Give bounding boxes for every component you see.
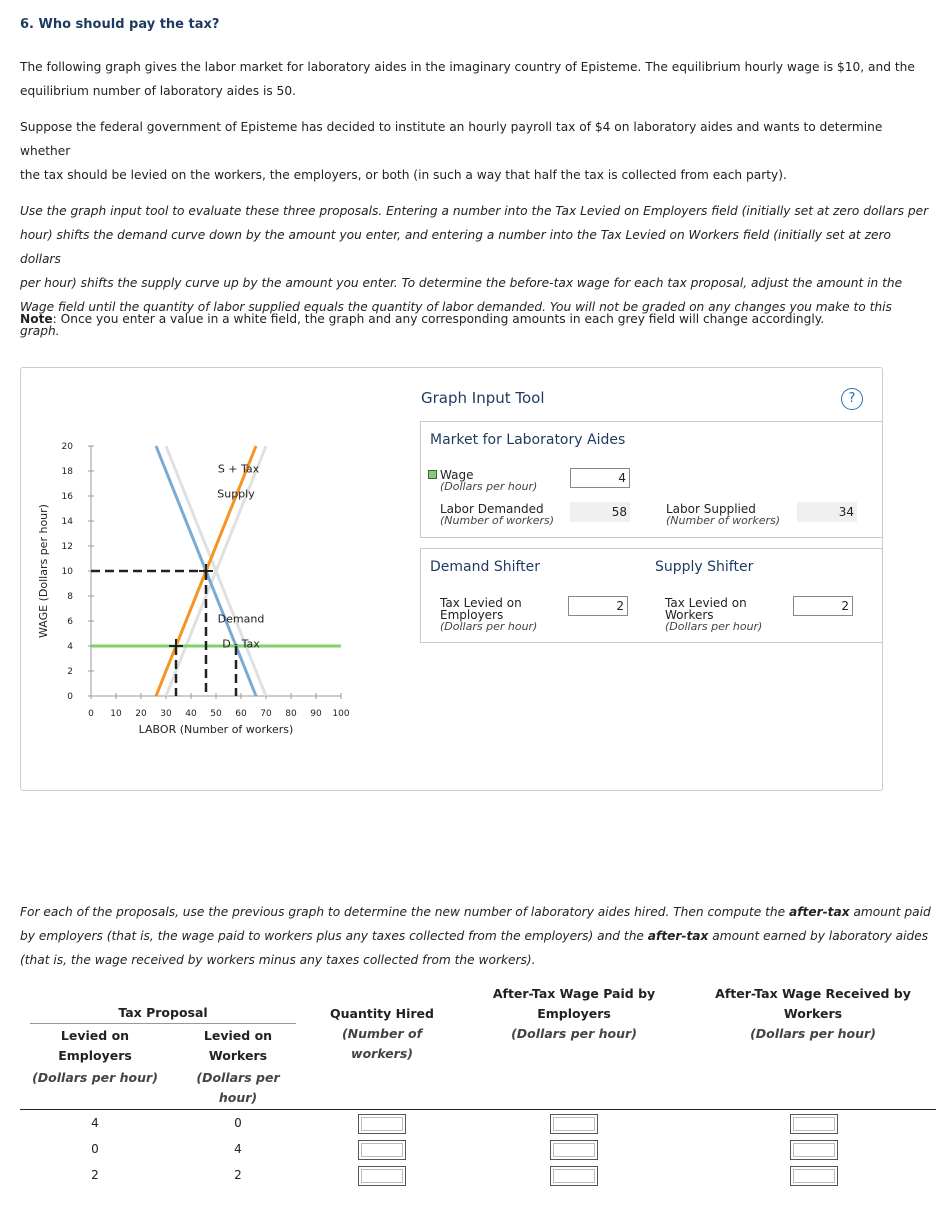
- y-tick-label: 6: [67, 617, 73, 627]
- wage-received-input[interactable]: [790, 1114, 838, 1134]
- instructions-line: hour) shifts the demand curve down by the amount you enter, and entering a number into the Tax Levied on Workers field (initially set at zero dollars: [20, 228, 891, 266]
- wage-paid-input[interactable]: [550, 1140, 598, 1160]
- market-title: Market for Laboratory Aides: [430, 432, 626, 448]
- demand-shifter-label-1: Tax Levied on: [440, 596, 522, 610]
- x-tick-label: 70: [260, 709, 272, 719]
- x-tick-label: 0: [88, 709, 94, 719]
- tax-employers-input[interactable]: 2: [568, 596, 628, 616]
- x-tick-label: 80: [285, 709, 297, 719]
- table-row: [0, 1138, 946, 1164]
- employers-tax-value: 4: [91, 1116, 99, 1130]
- workers-tax-value: 2: [234, 1168, 242, 1182]
- intro-line: Suppose the federal government of Episteme has decided to institute an hourly payroll tax of $4 on laboratory aides and wants to determine whether: [20, 120, 883, 158]
- labor-supplied-label: Labor Supplied: [666, 502, 756, 516]
- tax-proposal-divider: [30, 1023, 296, 1024]
- wage-input[interactable]: 4: [570, 468, 630, 488]
- intro-paragraph-1: [20, 55, 932, 103]
- intro-line: equilibrium number of laboratory aides is 50.: [20, 84, 296, 98]
- quantity-hired-input[interactable]: [358, 1140, 406, 1160]
- wage-unit: (Dollars per hour): [440, 480, 538, 493]
- curve-label: Supply: [217, 487, 255, 501]
- employers-column-header: Levied on Employers (Dollars per hour): [32, 1028, 158, 1085]
- curve-label: D - Tax: [222, 637, 260, 651]
- curve-label: S + Tax: [217, 462, 260, 476]
- tax-proposal-header: Tax Proposal: [118, 1005, 208, 1020]
- y-tick-label: 20: [61, 442, 73, 452]
- x-tick-label: 90: [310, 709, 322, 719]
- employers-tax-value: 2: [91, 1168, 99, 1182]
- wage-paid-input[interactable]: [550, 1114, 598, 1134]
- wage-label: Wage: [440, 468, 474, 482]
- supply-shifter-unit: (Dollars per hour): [665, 620, 763, 633]
- tax-workers-input[interactable]: 2: [793, 596, 853, 616]
- quantity-hired-input[interactable]: [358, 1114, 406, 1134]
- y-tick-label: 8: [67, 592, 73, 602]
- workers-tax-value: 0: [234, 1116, 242, 1130]
- demand-shifter-title: Demand Shifter: [430, 559, 541, 575]
- note-label: Note: [20, 312, 53, 326]
- x-tick-label: 30: [160, 709, 172, 719]
- workers-tax-value: 4: [234, 1142, 242, 1156]
- y-tick-label: 14: [61, 517, 73, 527]
- y-tick-label: 4: [67, 642, 73, 652]
- labor-supplied-value: 34: [797, 502, 857, 522]
- wage-legend-swatch: [428, 470, 437, 479]
- y-axis-label: WAGE (Dollars per hour): [37, 504, 50, 638]
- y-tick-label: 0: [67, 692, 73, 702]
- table-header-rule: [20, 1109, 936, 1110]
- intro-paragraph-2: [20, 115, 932, 187]
- instructions-line: Wage field until the quantity of labor supplied equals the quantity of labor demanded. You will not be graded on any changes you make to this graph.: [20, 300, 892, 338]
- x-tick-label: 40: [185, 709, 197, 719]
- table-instructions-line: For each of the proposals, use the previous graph to determine the new number of laboratory aides hired. Then compute the after-tax amount paid: [20, 905, 931, 919]
- table-instructions-line: by employers (that is, the wage paid to workers plus any taxes collected from the employers) and the after-tax amount earned by laboratory aides: [20, 929, 929, 943]
- demand-shifter-label-2: Employers: [440, 608, 504, 622]
- quantity-hired-input[interactable]: [358, 1166, 406, 1186]
- table-row: [0, 1164, 946, 1190]
- labor-demanded-label: Labor Demanded: [440, 502, 544, 516]
- demand-shifter-unit: (Dollars per hour): [440, 620, 538, 633]
- after-tax-received-header: After-Tax Wage Received by Workers (Dollars per hour): [715, 986, 911, 1041]
- labor-market-chart[interactable]: [20, 430, 420, 750]
- y-tick-label: 16: [61, 492, 73, 502]
- y-tick-label: 10: [61, 567, 73, 577]
- graph-input-tool-title: Graph Input Tool: [421, 389, 545, 407]
- question-title: 6. Who should pay the tax?: [20, 17, 220, 32]
- labor-supplied-unit: (Number of workers): [666, 514, 781, 527]
- help-icon[interactable]: ?: [841, 388, 863, 410]
- x-axis-label: LABOR (Number of workers): [138, 723, 294, 736]
- supply-shifter-label-2: Workers: [665, 608, 714, 622]
- y-tick-label: 2: [67, 667, 73, 677]
- after-tax-paid-header: After-Tax Wage Paid by Employers (Dollars per hour): [492, 986, 656, 1041]
- supply-shifter-title: Supply Shifter: [655, 559, 754, 575]
- y-tick-label: 12: [61, 542, 73, 552]
- table-instructions: [20, 900, 932, 972]
- x-tick-label: 60: [235, 709, 247, 719]
- x-tick-label: 100: [332, 709, 350, 719]
- x-tick-label: 50: [210, 709, 222, 719]
- instructions-line: per hour) shifts the supply curve up by the amount you enter. To determine the before-tax wage for each tax proposal, adjust the amount in the: [20, 276, 903, 290]
- intro-line: the tax should be levied on the workers, the employers, or both (in such a way that half the tax is collected from each party).: [20, 168, 787, 182]
- table-row: [0, 1112, 946, 1138]
- curve-label: Demand: [217, 612, 265, 626]
- x-tick-label: 10: [110, 709, 122, 719]
- y-tick-label: 18: [61, 467, 73, 477]
- wage-received-input[interactable]: [790, 1166, 838, 1186]
- note: [20, 307, 932, 331]
- x-tick-label: 20: [135, 709, 147, 719]
- table-instructions-line: (that is, the wage received by workers minus any taxes collected from the workers).: [20, 953, 536, 967]
- employers-tax-value: 0: [91, 1142, 99, 1156]
- wage-paid-input[interactable]: [550, 1166, 598, 1186]
- wage-received-input[interactable]: [790, 1140, 838, 1160]
- intro-line: The following graph gives the labor market for laboratory aides in the imaginary country of Episteme. The equilibrium hourly wage is $10, and the: [20, 60, 915, 74]
- workers-column-header: Levied on Workers (Dollars per hour): [196, 1028, 280, 1105]
- instructions-line: Use the graph input tool to evaluate these three proposals. Entering a number into the Tax Levied on Employers field (initially set at zero dollars per: [20, 204, 929, 218]
- labor-demanded-unit: (Number of workers): [440, 514, 555, 527]
- supply-shifter-label-1: Tax Levied on: [665, 596, 747, 610]
- note-text: : Once you enter a value in a white field, the graph and any corresponding amounts in each grey field will change accordingly.: [52, 312, 825, 326]
- quantity-hired-header: Quantity Hired (Number of workers): [330, 1006, 434, 1061]
- labor-demanded-value: 58: [570, 502, 630, 522]
